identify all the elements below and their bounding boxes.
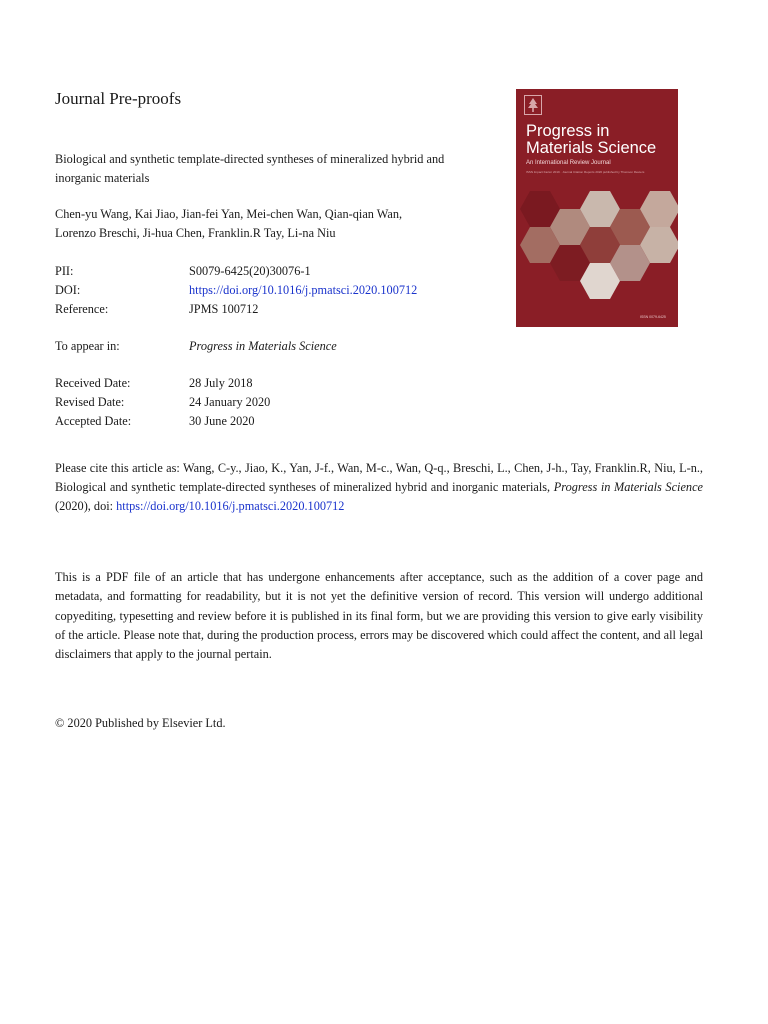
received-date-value: 28 July 2018 — [189, 376, 253, 390]
journal-label: Journal Pre-proofs — [55, 89, 182, 108]
reference-label: Reference: — [55, 302, 109, 316]
article-title: Biological and synthetic template-directed syntheses of mineralized hybrid and inorganic materials — [55, 152, 445, 185]
reference-value: JPMS 100712 — [189, 302, 259, 316]
doi-link[interactable]: https://doi.org/10.1016/j.pmatsci.2020.100712 — [189, 283, 418, 297]
elsevier-tree-icon — [524, 95, 542, 115]
cover-issn: ISSN 0079-6425 — [640, 315, 666, 319]
copyright-notice: © 2020 Published by Elsevier Ltd. — [55, 716, 226, 730]
received-date-row — [55, 374, 253, 393]
doi-label: DOI: — [55, 283, 81, 297]
appear-in-row — [55, 337, 337, 356]
pii-value: S0079-6425(20)30076-1 — [189, 264, 311, 278]
appear-in-value: Progress in Materials Science — [189, 339, 337, 353]
citation-text: Please cite this article as: Wang, C-y., Jiao, K., Yan, J-f., Wan, M-c., Wan, Q-q., Breschi, L., Chen, J-h., Tay, Franklin.R, Niu, L-n., Biological and synthetic template-directed syntheses of mineralized hybrid and inorganic materials, — [55, 461, 703, 494]
revised-date-row — [55, 393, 270, 412]
cover-title — [526, 123, 656, 157]
accepted-date-value: 30 June 2020 — [189, 414, 255, 428]
disclaimer-paragraph: This is a PDF file of an article that has undergone enhancements after acceptance, such as the addition of a cover page and metadata, and formatting for readability, but it is not yet the definitive version of record. This version will undergo additional copyediting, typesetting and review before it is published in its final form, but we are providing this version to give early visibility of the article. Please note that, during the production process, errors may be discovered which could affect the content, and all legal disclaimers that apply to the journal pertain. — [55, 570, 703, 662]
received-date-label: Received Date: — [55, 376, 131, 390]
doi-row — [55, 281, 417, 300]
accepted-date-row — [55, 412, 255, 431]
accepted-date-label: Accepted Date: — [55, 414, 132, 428]
revised-date-value: 24 January 2020 — [189, 395, 271, 409]
cover-title-line-2: Materials Science — [526, 139, 657, 157]
cover-subtitle: An International Review Journal — [526, 160, 611, 166]
citation-journal: Progress in Materials Science — [553, 480, 703, 494]
authors-line-1: Chen-yu Wang, Kai Jiao, Jian-fei Yan, Mei-chen Wan, Qian-qian Wan, — [55, 207, 403, 221]
reference-row — [55, 300, 258, 319]
appear-in-label: To appear in: — [55, 339, 120, 353]
authors-line-2: Lorenzo Breschi, Ji-hua Chen, Franklin.R Tay, Li-na Niu — [55, 226, 336, 240]
citation-doi-link[interactable]: https://doi.org/10.1016/j.pmatsci.2020.100712 — [116, 499, 345, 513]
pii-row — [55, 262, 311, 281]
journal-cover-image — [516, 89, 678, 327]
citation-paragraph — [55, 459, 703, 516]
cover-hexagon-pattern — [516, 179, 678, 314]
pii-label: PII: — [55, 264, 74, 278]
citation-year-doi: (2020), doi: — [55, 499, 117, 513]
revised-date-label: Revised Date: — [55, 395, 125, 409]
cover-title-line-1: Progress in — [526, 122, 610, 140]
cover-smallprint: ISSN Impact Factor 2019 · Journal Citation Reports 2020 published by Thomson Reuters — [526, 170, 645, 174]
author-list — [55, 205, 485, 243]
